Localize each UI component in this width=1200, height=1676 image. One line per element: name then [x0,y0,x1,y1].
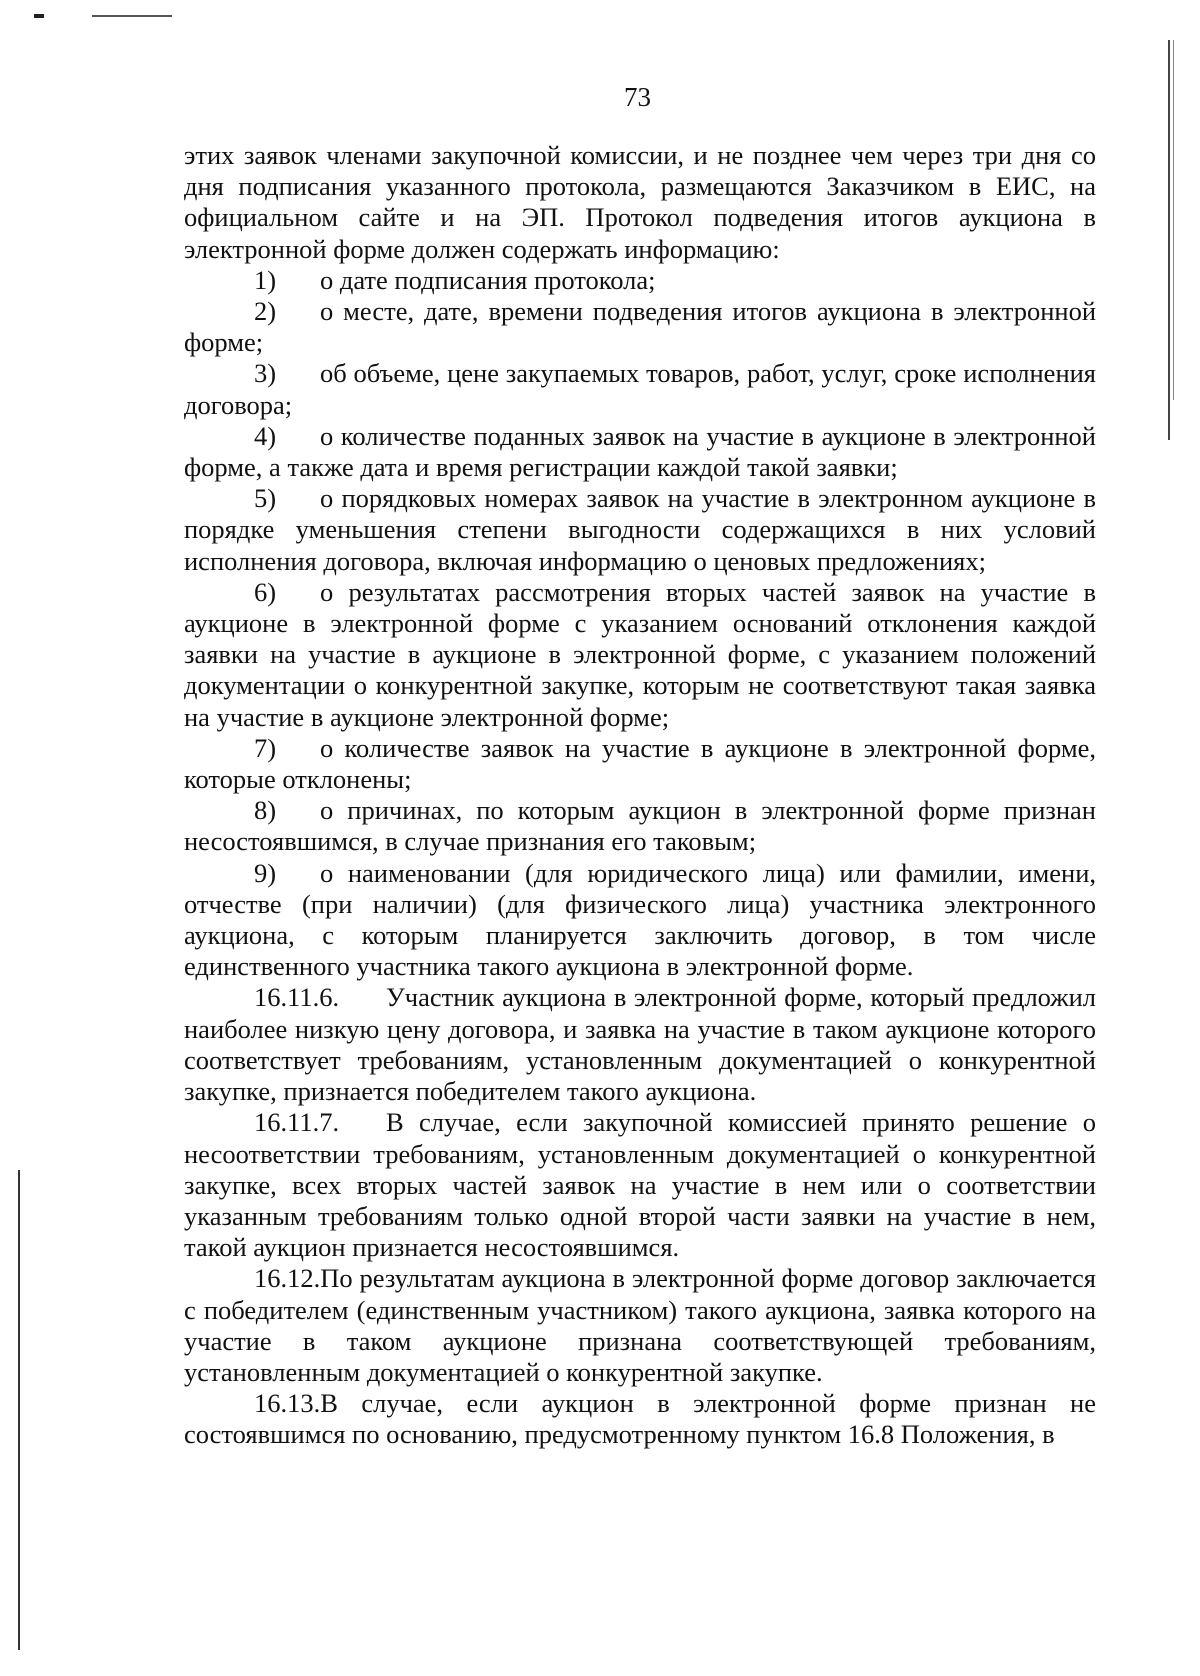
list-item-text: о причинах, по которым аукцион в электронной форме признан несостоявшимся, в случае признания его таковым; [184,795,1096,857]
scan-artifact-top [34,14,44,18]
list-item-number: 9) [254,857,277,888]
list-item [184,483,1096,577]
list-item [184,858,1096,983]
list-item [184,577,1096,733]
list-item-number: 5) [254,483,277,514]
list-item-number: 2) [254,296,277,327]
list-item-text: о порядковых номерах заявок на участие в электронном аукционе в порядке уменьшения степени выгодности содержащихся в них условий исполнения договора, включая информацию о ценовых предложениях; [184,483,1096,576]
list-item [184,265,1096,296]
list-item-text: об объеме, цене закупаемых товаров, работ, услуг, сроке исполнения договора; [184,358,1096,420]
page-number: 73 [624,82,651,112]
list-item-text: о количестве заявок на участие в аукционе в электронной форме, которые отклонены; [184,732,1096,795]
list-item-text: о результатах рассмотрения вторых частей заявок на участие в аукционе в электронной форме с указанием оснований отклонения каждой заявки на участие в аукционе в электронной форме, с указанием положений документации о конкурентной закупке, которым не соответствуют такая заявка на участие в аукционе электронной форме; [184,576,1096,732]
list-item [184,296,1096,358]
subclause [184,1107,1096,1263]
list-item [184,421,1096,483]
clause: 16.13.В случае, если аукцион в электронной форме признан не состоявшимся по основанию, предусмотренному пунктом 16.8 Положения, в [184,1388,1096,1450]
document-body [184,140,1096,1451]
clause: 16.12.По результатам аукциона в электронной форме договор заключается с победителем (единственным участником) такого аукциона, заявка которого на участие в таком аукционе признана соответствующей требованиям, установленным документацией о конкурентной закупке. [184,1263,1096,1387]
list-item-number: 1) [254,264,277,295]
subclause-text: Участник аукциона в электронной форме, который предложил наиболее низкую цену договора, и заявка на участие в таком аукционе которого соответствует требованиям, установленным документацией о конкурентной закупке, признается победителем такого аукциона. [184,982,1096,1107]
scan-artifact-left-edge [18,1170,20,1650]
paragraph-continuation: этих заявок членами закупочной комиссии, и не позднее чем через три дня со дня подписания указанного протокола, размещаются Заказчиком в ЕИС, на официальном сайте и на ЭП. Протокол подведения итогов аукциона в электронной форме должен содержать информацию: [184,140,1096,264]
subclause-text: В случае, если закупочной комиссией принято решение о несоответствии требованиям, установленным документацией о конкурентной закупке, всех вторых частей заявок на участие в нем или о соответствии указанным требованиям только одной второй части заявки на участие в нем, такой аукцион признается несостоявшимся. [184,1107,1096,1263]
list-item-number: 3) [254,358,277,389]
list-item [184,733,1096,795]
list-item-text: о месте, дате, времени подведения итогов аукциона в электронной форме; [184,296,1096,358]
list-item [184,795,1096,857]
subclause-number: 16.11.7. [254,1107,340,1138]
list-item-number: 7) [254,732,277,763]
subclause-number: 16.11.6. [254,982,340,1013]
subclause [184,982,1096,1107]
list-item-number: 8) [254,795,277,826]
list-item-text: о количестве поданных заявок на участие в аукционе в электронной форме, а также дата и время регистрации каждой такой заявки; [184,420,1096,483]
list-item-number: 6) [254,576,277,607]
scan-artifact-top-line [92,15,172,17]
list-item-text: о наименовании (для юридического лица) или фамилии, имени, отчестве (при наличии) (для физического лица) участника электронного аукциона, с которым планируется заключить договор, в том числе единственного участника такого аукциона в электронной форме. [184,857,1096,982]
list-item-number: 4) [254,420,277,451]
list-item [184,358,1096,420]
list-item-text: о дате подписания протокола; [320,264,656,295]
